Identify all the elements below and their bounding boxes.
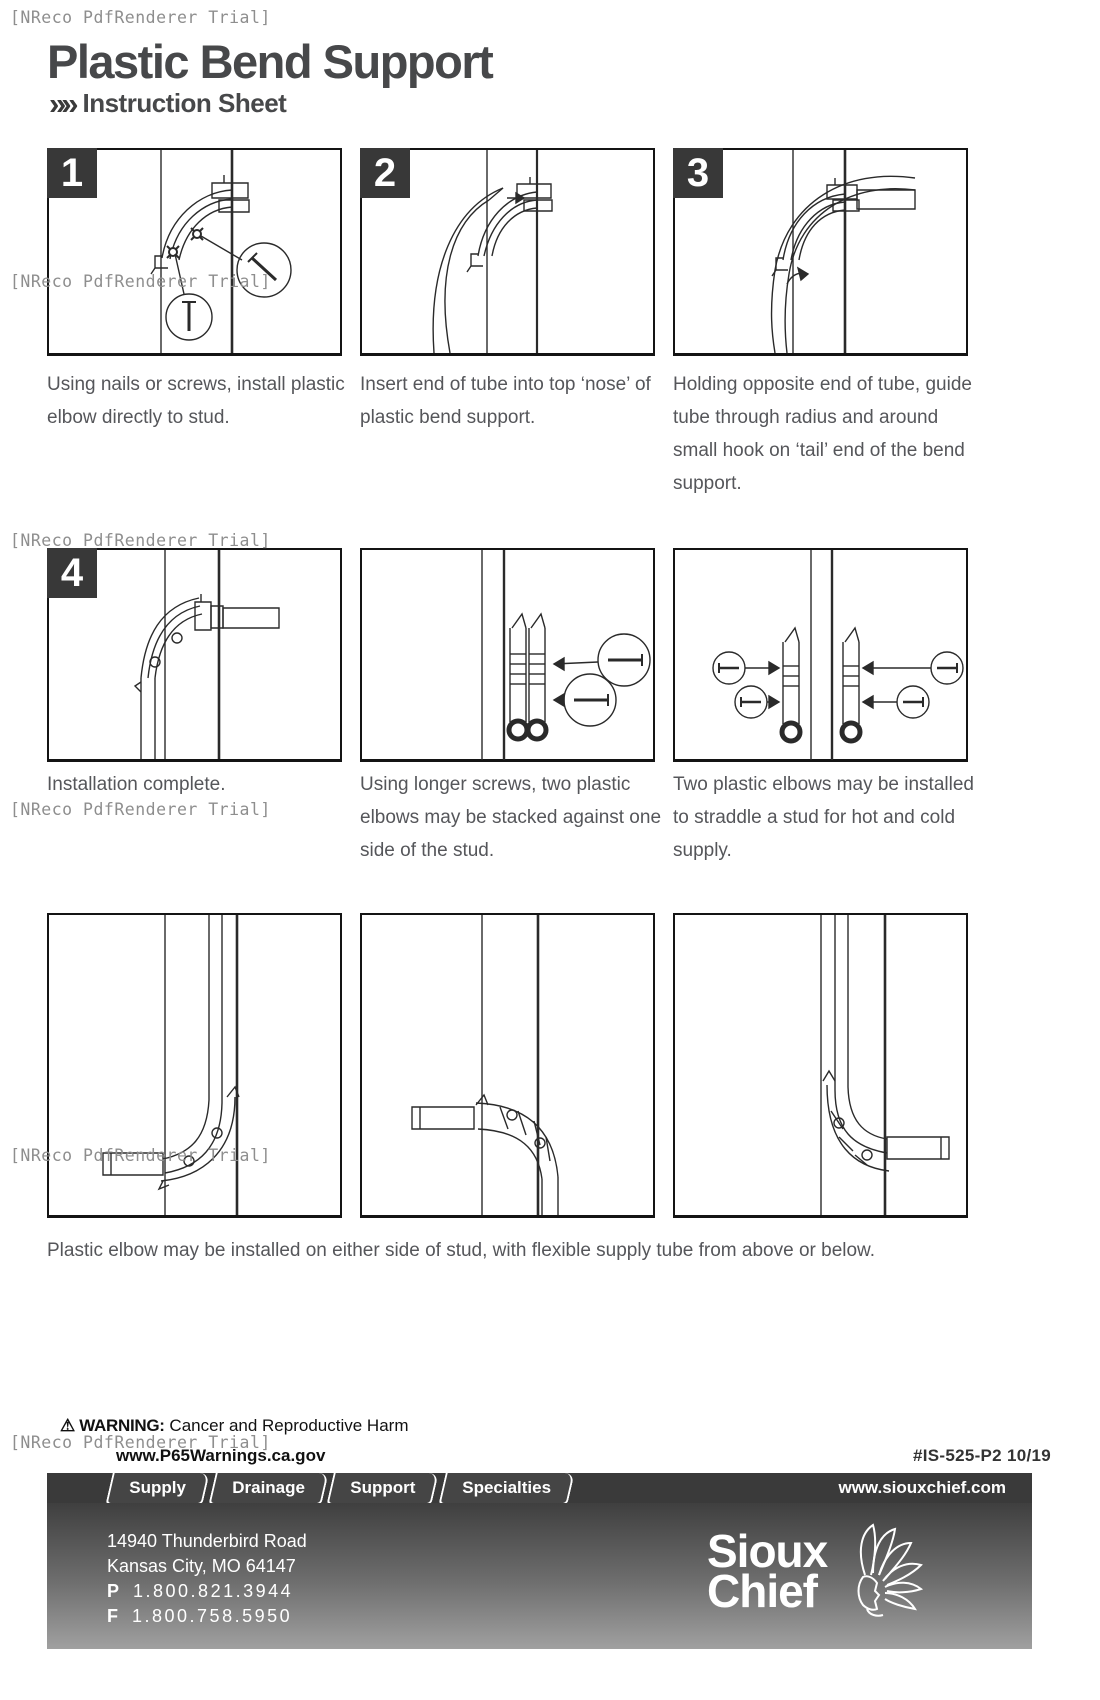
document-number: #IS-525-P2 10/19 (912, 1446, 1051, 1465)
step2-number-badge: 2 (360, 148, 410, 198)
screw-direction-arrow-icon (863, 662, 873, 674)
fax-line (107, 1604, 307, 1629)
tab-drainage[interactable] (208, 1473, 328, 1505)
tab-specialties-label: Specialties (461, 1478, 551, 1497)
step1-caption: Using nails or screws, install plastic elbow directly to stud. (47, 374, 345, 428)
company-address (107, 1529, 307, 1629)
tube-from-below-illustration (362, 915, 653, 1215)
screw-direction-arrow-icon (769, 662, 779, 674)
logo-line-2: Chief (707, 1565, 817, 1617)
pdf-watermark: [NReco PdfRenderer Trial] (10, 800, 271, 819)
pdf-watermark: [NReco PdfRenderer Trial] (10, 1433, 271, 1452)
step3-number-badge: 3 (673, 148, 723, 198)
step4-caption: Installation complete. (47, 774, 226, 795)
step1-number-badge: 1 (47, 148, 97, 198)
chief-head-illustration (827, 1523, 927, 1619)
address-line-2: Kansas City, MO 64147 (107, 1556, 296, 1576)
elbow-profile (509, 614, 527, 739)
screw-direction-arrow-icon (769, 696, 779, 708)
sioux-chief-logo (707, 1523, 927, 1619)
straddle-stud-illustration (675, 550, 966, 760)
tube-from-above-left-panel (47, 913, 342, 1218)
footer-block (47, 1503, 1032, 1649)
warning-label: WARNING: (79, 1416, 165, 1435)
fax-number: 1.800.758.5950 (132, 1606, 293, 1626)
phone-label: P (107, 1581, 120, 1601)
straddle-stud-panel (673, 548, 968, 762)
elbow-profile (782, 628, 800, 741)
tab-supply[interactable] (105, 1473, 209, 1505)
straddle-stud-caption: Two plastic elbows may be installed to straddle a stud for hot and cold supply. (673, 774, 974, 861)
stacked-elbows-illustration (362, 550, 653, 760)
website-link[interactable]: www.siouxchief.com (838, 1478, 1006, 1497)
tab-drainage-label: Drainage (231, 1478, 305, 1497)
pdf-watermark: [NReco PdfRenderer Trial] (10, 8, 271, 27)
phone-number: 1.800.821.3944 (133, 1581, 294, 1601)
step2-panel (360, 148, 655, 356)
tube-from-above-right-illustration (675, 915, 966, 1215)
step4-panel (47, 548, 342, 762)
supply-tube (835, 915, 887, 1153)
step3-caption: Holding opposite end of tube, guide tube through radius and around small hook on ‘tail’ end of the bend support. (673, 374, 972, 494)
stacked-elbows-caption: Using longer screws, two plastic elbows may be stacked against one side of the stud. (360, 774, 662, 861)
step4-number-badge: 4 (47, 548, 97, 598)
page-subtitle (49, 85, 287, 121)
address-line-1: 14940 Thunderbird Road (107, 1531, 307, 1551)
supply-tube (163, 915, 209, 1159)
logo-line-1: Sioux (707, 1525, 828, 1577)
p65-url: www.P65Warnings.ca.gov (116, 1446, 326, 1465)
guide-arrow-icon (798, 268, 808, 280)
footer-tab-bar (47, 1473, 1032, 1503)
warning-text: Cancer and Reproductive Harm (169, 1416, 409, 1435)
tab-support[interactable] (327, 1473, 440, 1505)
elbow-profile (842, 628, 860, 741)
subtitle-label: Instruction Sheet (82, 88, 287, 118)
step1-panel (47, 148, 342, 356)
phone-line (107, 1579, 307, 1604)
stacked-elbows-panel (360, 548, 655, 762)
tab-specialties[interactable] (438, 1473, 574, 1505)
chief-face-profile (859, 1576, 880, 1610)
screw-direction-arrow-icon (554, 694, 564, 706)
step3-panel (673, 148, 968, 356)
pdf-watermark: [NReco PdfRenderer Trial] (10, 1146, 271, 1165)
step2-caption: Insert end of tube into top ‘nose’ of plastic bend support. (360, 374, 651, 428)
warning-triangle-icon: ⚠ (60, 1416, 76, 1435)
elbow-profile (528, 614, 546, 739)
tab-supply-label: Supply (129, 1478, 186, 1497)
tab-support-label: Support (350, 1478, 416, 1497)
screw-direction-arrow-icon (863, 696, 873, 708)
page-title: Plastic Bend Support (47, 35, 493, 88)
screw-direction-arrow-icon (554, 658, 564, 670)
tube-from-above-right-panel (673, 913, 968, 1218)
double-chevron-icon: »» (49, 85, 74, 121)
pdf-watermark: [NReco PdfRenderer Trial] (10, 531, 271, 550)
bottom-note: Plastic elbow may be installed on either side of stud, with flexible supply tube from above or below. (47, 1240, 876, 1261)
tube-from-below-panel (360, 913, 655, 1218)
fax-label: F (107, 1606, 118, 1626)
tube-from-above-left-illustration (49, 915, 340, 1215)
pdf-watermark: [NReco PdfRenderer Trial] (10, 272, 271, 291)
headdress-feathers (861, 1525, 921, 1609)
